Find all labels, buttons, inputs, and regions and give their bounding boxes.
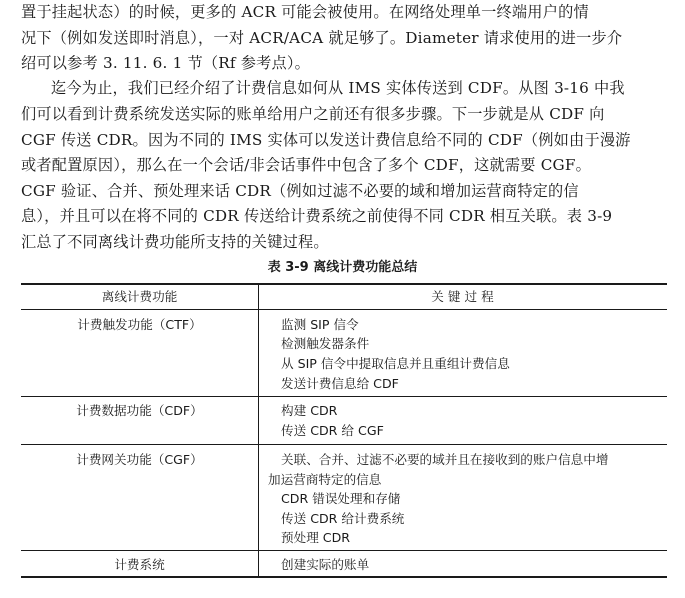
paragraph-line: 汇总了不同离线计费功能所支持的关键过程。 [21, 233, 329, 251]
table-row-process: 关联、合并、过滤不必要的域并且在接收到的账户信息中增 [281, 452, 609, 467]
table-row-process: 加运营商特定的信息 [268, 472, 382, 487]
table-row-divider [21, 444, 667, 445]
table-row-process: 创建实际的账单 [281, 557, 370, 572]
table-caption: 表 3-9 离线计费功能总结 [267, 260, 418, 275]
table-header-function: 离线计费功能 [101, 289, 178, 304]
table-row-process: CDR 错误处理和存储 [281, 491, 401, 506]
table-header-processes: 关 键 过 程 [431, 289, 494, 304]
paragraph-line: 或者配置原因），那么在一个会话/非会话事件中包含了多个 CDF，这就需要 CGF。 [21, 156, 591, 174]
table-row-process: 发送计费信息给 CDF [281, 376, 399, 391]
table-row-process: 预处理 CDR [281, 530, 351, 545]
table-row-process: 检测触发器条件 [281, 336, 370, 351]
table-row-function: 计费触发功能（CTF） [77, 317, 202, 332]
table-row-process: 传送 CDR 给计费系统 [281, 511, 405, 526]
table-bottom-rule [21, 576, 667, 578]
table-top-rule [21, 283, 667, 285]
table-row-divider [21, 396, 667, 397]
table-row-divider [21, 550, 667, 551]
table-row-process: 从 SIP 信令中提取信息并且重组计费信息 [281, 356, 510, 371]
paragraph-line: CGF 传送 CDR。因为不同的 IMS 实体可以发送计费信息给不同的 CDF（例如由于漫游 [21, 131, 631, 149]
table-row-function: 计费数据功能（CDF） [76, 403, 203, 418]
table-row-process: 监测 SIP 信令 [281, 317, 359, 332]
table-row-function: 计费网关功能（CGF） [76, 452, 203, 467]
paragraph-line: 迄今为止，我们已经介绍了计费信息如何从 IMS 实体传送到 CDF。从图 3-16 中我 [51, 79, 625, 97]
paragraph-line: 置于挂起状态）的时候，更多的 ACR 可能会被使用。在网络处理单一终端用户的情 [21, 3, 589, 21]
table-row-process: 传送 CDR 给 CGF [281, 423, 384, 438]
table-row-function: 计费系统 [114, 557, 165, 572]
paragraph-line: 况下（例如发送即时消息），一对 ACR/ACA 就足够了。Diameter 请求使用的进一步介 [21, 29, 623, 47]
table-column-divider [258, 283, 259, 577]
paragraph-line: 绍可以参考 3. 11. 6. 1 节（Rf 参考点）。 [21, 54, 311, 72]
paragraph-line: 们可以看到计费系统发送实际的账单给用户之前还有很多步骤。下一步就是从 CDF 向 [21, 105, 605, 123]
paragraph-line: 息），并且可以在将不同的 CDR 传送给计费系统之前使得不同 CDR 相互关联。表 3-9 [21, 207, 613, 225]
table-row-process: 构建 CDR [281, 403, 338, 418]
paragraph-line: CGF 验证、合并、预处理来话 CDR（例如过滤不必要的域和增加运营商特定的信 [21, 182, 579, 200]
table-header-rule [21, 309, 667, 310]
